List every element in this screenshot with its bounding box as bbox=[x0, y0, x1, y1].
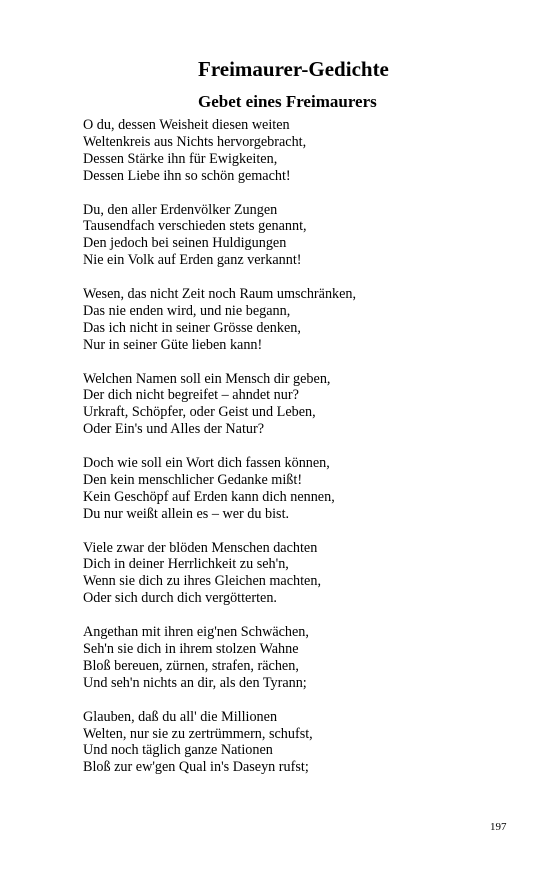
verse-line: Tausendfach verschieden stets genannt, bbox=[83, 218, 307, 235]
stanza bbox=[83, 117, 483, 185]
verse-line: Welten, nur sie zu zertrümmern, schufst, bbox=[83, 725, 313, 742]
stanza bbox=[83, 709, 483, 777]
poem-body bbox=[83, 117, 483, 793]
verse-line: Dich in deiner Herrlichkeit zu seh'n, bbox=[83, 556, 289, 573]
verse-line: Der dich nicht begreifet – ahndet nur? bbox=[83, 387, 299, 404]
verse-line: Den jedoch bei seinen Huldigungen bbox=[83, 235, 287, 252]
verse-line: Viele zwar der blöden Menschen dachten bbox=[83, 539, 318, 556]
verse-line: Urkraft, Schöpfer, oder Geist und Leben, bbox=[83, 404, 316, 421]
verse-line: Oder sich durch dich vergötterten. bbox=[83, 590, 277, 607]
verse-line: Du, den aller Erdenvölker Zungen bbox=[83, 201, 278, 218]
verse-line: Glauben, daß du all' die Millionen bbox=[83, 708, 278, 725]
verse-line: Nie ein Volk auf Erden ganz verkannt! bbox=[83, 252, 302, 269]
verse-line: Das ich nicht in seiner Grösse denken, bbox=[83, 319, 301, 336]
poem-title: Gebet eines Freimaurers bbox=[198, 92, 377, 111]
verse-line: Das nie enden wird, und nie begann, bbox=[83, 302, 291, 319]
verse-line: Den kein menschlicher Gedanke mißt! bbox=[83, 471, 303, 488]
verse-line: Weltenkreis aus Nichts hervorgebracht, bbox=[83, 133, 307, 150]
verse-line: Doch wie soll ein Wort dich fassen können, bbox=[83, 455, 330, 472]
verse-line: Dessen Liebe ihn so schön gemacht! bbox=[83, 167, 291, 184]
page-number: 197 bbox=[490, 821, 507, 833]
stanza bbox=[83, 455, 483, 523]
stanza bbox=[83, 371, 483, 439]
stanza bbox=[83, 286, 483, 354]
verse-line: Nur in seiner Güte lieben kann! bbox=[83, 336, 263, 353]
stanza bbox=[83, 202, 483, 270]
verse-line: Seh'n sie dich in ihrem stolzen Wahne bbox=[83, 641, 299, 657]
verse-line: Wenn sie dich zu ihres Gleichen machten, bbox=[83, 573, 321, 590]
verse-line: Wesen, das nicht Zeit noch Raum umschränken, bbox=[83, 286, 357, 303]
verse-line: Und noch täglich ganze Nationen bbox=[83, 742, 273, 759]
book-title: Freimaurer-Gedichte bbox=[198, 57, 389, 81]
verse-line: Angethan mit ihren eig'nen Schwächen, bbox=[83, 624, 309, 641]
verse-line: Bloß bereuen, zürnen, strafen, rächen, bbox=[83, 657, 299, 674]
verse-line: O du, dessen Weisheit diesen weiten bbox=[83, 117, 290, 133]
verse-line: Dessen Stärke ihn für Ewigkeiten, bbox=[83, 150, 278, 167]
verse-line: Bloß zur ew'gen Qual in's Daseyn rufst; bbox=[83, 759, 309, 776]
stanza bbox=[83, 540, 483, 608]
verse-line: Und seh'n nichts an dir, als den Tyrann; bbox=[83, 674, 307, 691]
stanza bbox=[83, 624, 483, 692]
verse-line: Oder Ein's und Alles der Natur? bbox=[83, 421, 265, 438]
verse-line: Welchen Namen soll ein Mensch dir geben, bbox=[83, 370, 331, 387]
verse-line: Du nur weißt allein es – wer du bist. bbox=[83, 505, 290, 522]
verse-line: Kein Geschöpf auf Erden kann dich nennen, bbox=[83, 488, 335, 505]
